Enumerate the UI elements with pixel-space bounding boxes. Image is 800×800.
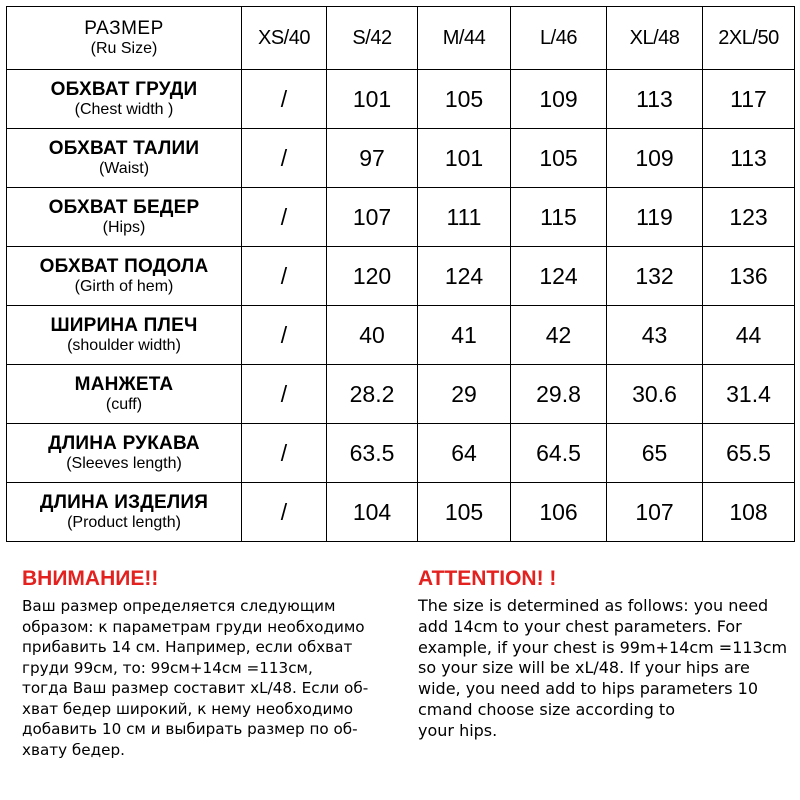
measurement-value: 107 [607, 483, 703, 542]
measurement-label-en: (Chest width ) [74, 101, 174, 118]
measurement-label-ru: ШИРИНА ПЛЕЧ [50, 315, 198, 336]
measurement-label-en: (Hips) [102, 219, 146, 236]
size-chart-table [6, 6, 795, 542]
table-row [7, 247, 795, 306]
measurement-value: 101 [418, 129, 511, 188]
measurement-value: 113 [607, 70, 703, 129]
size-header: XS/40 [242, 7, 327, 70]
measurement-value: 109 [607, 129, 703, 188]
measurement-label-ru: МАНЖЕТА [74, 374, 174, 395]
note-line: wide, you need add to hips parameters 10 [418, 679, 759, 699]
table-row [7, 70, 795, 129]
header-label-en: (Ru Size) [90, 40, 158, 57]
attention-note-en [418, 566, 796, 742]
measurement-label-en: (cuff) [105, 396, 143, 413]
measurement-value: 65 [607, 424, 703, 483]
measurement-value: 64 [418, 424, 511, 483]
measurement-label-cell [7, 70, 242, 129]
note-line: прибавить 14 см. Например, если обхват [22, 638, 353, 656]
table-row [7, 129, 795, 188]
measurement-value: 105 [418, 483, 511, 542]
measurement-value: 101 [327, 70, 418, 129]
measurement-value: 123 [703, 188, 795, 247]
measurement-value: 43 [607, 306, 703, 365]
note-line: add 14cm to your chest parameters. For [418, 616, 742, 636]
measurement-value: 65.5 [703, 424, 795, 483]
measurement-value: 136 [703, 247, 795, 306]
measurement-value: 113 [703, 129, 795, 188]
measurement-label-en: (Sleeves length) [66, 455, 182, 472]
measurement-value: 42 [511, 306, 607, 365]
measurement-value: 119 [607, 188, 703, 247]
note-line: хват бедер широкий, к нему необходимо [22, 699, 354, 718]
header-label-ru: РАЗМЕР [84, 18, 164, 39]
note-line: so your size will be xL/48. If your hips are [418, 658, 750, 678]
size-chart-body [7, 7, 795, 542]
note-line: образом: к параметрам груди необходимо [22, 617, 365, 636]
measurement-label-cell [7, 129, 242, 188]
measurement-value: 117 [703, 70, 795, 129]
measurement-value: / [242, 188, 327, 247]
measurement-value: 104 [327, 483, 418, 542]
table-row [7, 424, 795, 483]
note-line: example, if your chest is 99m+14cm =113cm [418, 637, 788, 657]
measurement-value: / [242, 365, 327, 424]
measurement-value: 106 [511, 483, 607, 542]
size-header: M/44 [418, 7, 511, 70]
measurement-value: / [242, 247, 327, 306]
measurement-value: / [242, 483, 327, 542]
measurement-label-ru: ОБХВАТ БЕДЕР [48, 197, 200, 218]
measurement-label-cell [7, 306, 242, 365]
measurement-label-cell [7, 424, 242, 483]
measurement-label-en: (Product length) [67, 514, 181, 531]
measurement-label-ru: ДЛИНА РУКАВА [48, 433, 200, 454]
measurement-label-ru: ОБХВАТ ПОДОЛА [39, 256, 209, 277]
measurement-value: / [242, 129, 327, 188]
attention-title-en: ATTENTION! ! [418, 567, 557, 590]
measurement-value: 41 [418, 306, 511, 365]
measurement-label-cell [7, 188, 242, 247]
attention-text-en [418, 596, 796, 742]
measurement-value: 107 [327, 188, 418, 247]
measurement-value: 28.2 [327, 365, 418, 424]
measurement-value: 31.4 [703, 365, 795, 424]
measurement-value: 97 [327, 129, 418, 188]
attention-note-ru [22, 566, 400, 760]
measurement-value: 29 [418, 365, 511, 424]
table-row [7, 365, 795, 424]
measurement-value: 44 [703, 306, 795, 365]
measurement-value: / [242, 424, 327, 483]
size-header: S/42 [327, 7, 418, 70]
header-label-cell [7, 7, 242, 70]
attention-text-ru [22, 596, 400, 760]
measurement-value: 105 [511, 129, 607, 188]
measurement-value: 120 [327, 247, 418, 306]
measurement-value: 132 [607, 247, 703, 306]
note-line: your hips. [418, 720, 498, 740]
measurement-value: / [242, 70, 327, 129]
table-row [7, 483, 795, 542]
note-line: хвату бедер. [22, 740, 125, 759]
table-row [7, 188, 795, 247]
measurement-label-en: (shoulder width) [67, 337, 181, 354]
measurement-value: 63.5 [327, 424, 418, 483]
measurement-value: 40 [327, 306, 418, 365]
measurement-value: 115 [511, 188, 607, 247]
measurement-value: 30.6 [607, 365, 703, 424]
note-line: The size is determined as follows: you need [418, 596, 769, 615]
table-row [7, 306, 795, 365]
measurement-value: 105 [418, 70, 511, 129]
attention-title-ru: ВНИМАНИЕ!! [22, 567, 159, 590]
measurement-label-cell [7, 483, 242, 542]
size-header: L/46 [511, 7, 607, 70]
note-line: добавить 10 см и выбирать размер по об- [22, 720, 358, 738]
measurement-value: 124 [418, 247, 511, 306]
measurement-value: 111 [418, 188, 511, 247]
measurement-label-en: (Waist) [98, 160, 150, 177]
note-line: cmand choose size according to [418, 699, 675, 719]
measurement-label-ru: ОБХВАТ ГРУДИ [50, 79, 198, 100]
measurement-value: 29.8 [511, 365, 607, 424]
measurement-label-ru: ДЛИНА ИЗДЕЛИЯ [39, 492, 209, 513]
measurement-label-cell [7, 365, 242, 424]
measurement-label-ru: ОБХВАТ ТАЛИИ [48, 138, 200, 159]
note-line: тогда Ваш размер составит xL/48. Если об- [22, 679, 369, 697]
measurement-value: 108 [703, 483, 795, 542]
measurement-value: 64.5 [511, 424, 607, 483]
measurement-value: 124 [511, 247, 607, 306]
measurement-value: / [242, 306, 327, 365]
measurement-label-en: (Girth of hem) [74, 278, 174, 295]
note-line: груди 99см, то: 99см+14см =113см, [22, 658, 313, 677]
size-header: 2XL/50 [703, 7, 795, 70]
header-row [7, 7, 795, 70]
measurement-label-cell [7, 247, 242, 306]
size-header: XL/48 [607, 7, 703, 70]
note-line: Ваш размер определяется следующим [22, 597, 336, 615]
measurement-value: 109 [511, 70, 607, 129]
